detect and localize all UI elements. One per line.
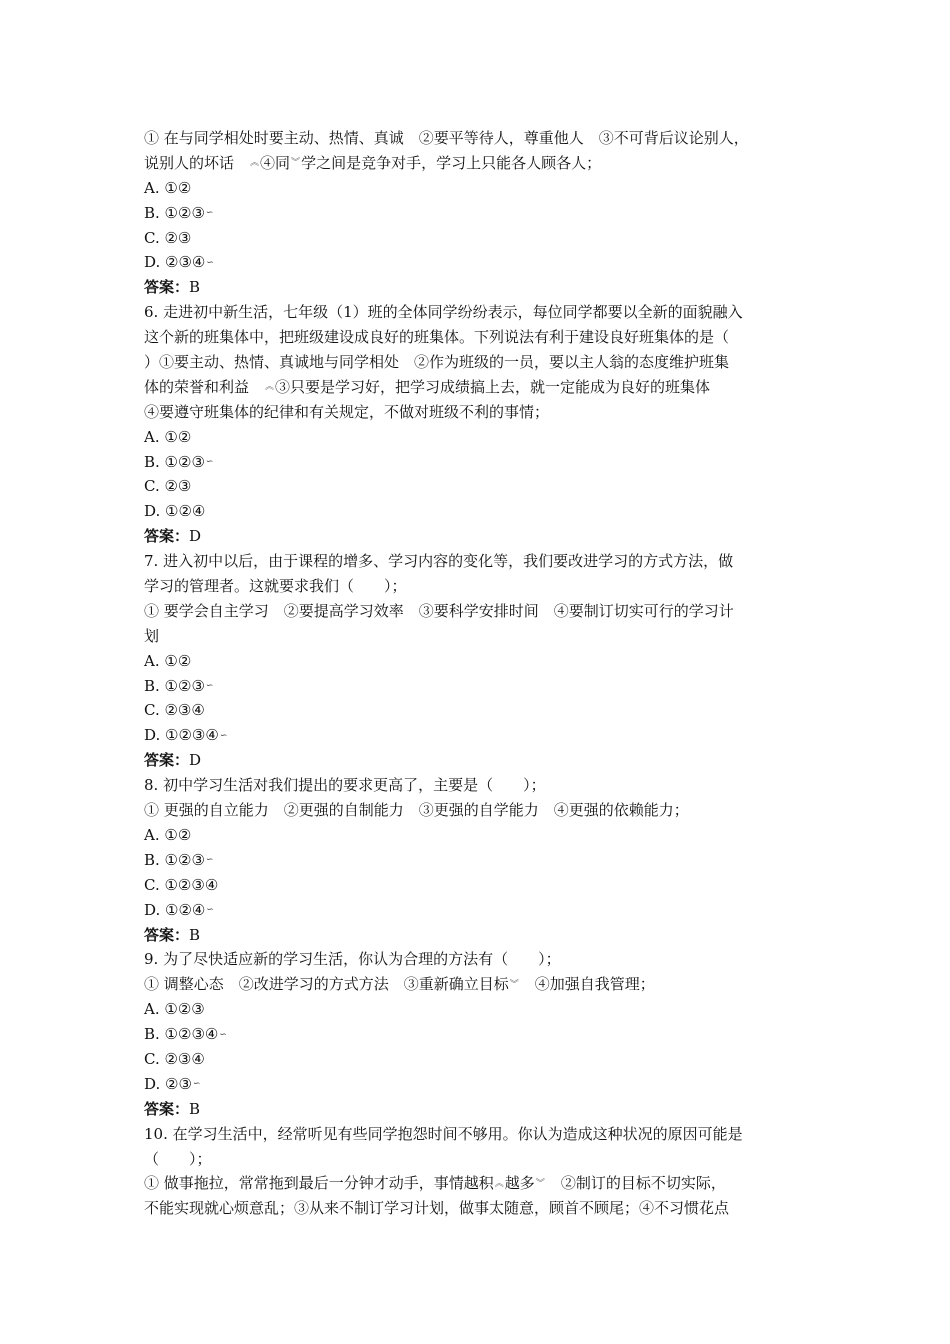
q8-option-d (144, 898, 814, 923)
chevron-down-mark-icon: ︾ (535, 1178, 545, 1189)
swirl-mark-icon: ∽ (219, 1029, 227, 1040)
answer-value: D (189, 751, 202, 770)
swirl-mark-icon: ∽ (192, 1079, 201, 1090)
q7-option-b (144, 674, 814, 699)
q7-option-c: C. ②③④ (144, 701, 205, 720)
answer-label: 答案： (144, 751, 190, 770)
answer-value: D (189, 527, 202, 546)
answer-value: B (189, 278, 201, 297)
answer-label: 答案： (144, 527, 190, 546)
q5-option-c: C. ②③ (144, 228, 192, 247)
q5-stem-text: 学之间是竞争对手，学习上只能各人顾各人； (301, 153, 602, 172)
q6-stem-line-1: 6. 走进初中新生活，七年级（1）班的全体同学纷纷表示，每位同学都要以全新的面貌融入 (144, 303, 743, 322)
q9-option-d (144, 1072, 814, 1097)
q9-option-b-text: B. ①②③④ (144, 1025, 219, 1044)
q9-option-c: C. ②③④ (144, 1049, 205, 1068)
q10-stem-text: 越多 (504, 1174, 535, 1193)
swirl-mark-icon: ∽ (205, 457, 214, 468)
answer-value: B (189, 1099, 201, 1118)
q10-stem-line-1: 10. 在学习生活中，经常听见有些同学抱怨时间不够用。你认为造成这种状况的原因可能是 (144, 1124, 743, 1143)
q8-option-b-text: B. ①②③ (144, 850, 205, 869)
q7-answer (144, 748, 814, 773)
q6-stem-line-2: 这个新的班集体中，把班级建设成良好的班集体。下列说法有利于建设良好班集体的是（ (144, 328, 730, 347)
q9-stem-text: ① 调整心态 ②改进学习的方式方法 ③重新确立目标 (144, 975, 509, 994)
chevron-up-mark-icon: ︽ (250, 158, 260, 169)
q10-stem-text: ②制订的目标不切实际， (545, 1174, 726, 1193)
swirl-mark-icon: ∽ (219, 730, 228, 741)
chevron-up-mark-icon: ︽ (265, 382, 275, 393)
q6-stem-text: 体的荣誉和利益 (144, 377, 265, 396)
q9-answer (144, 1097, 814, 1122)
q6-stem-line-5: ④要遵守班集体的纪律和有关规定，不做对班级不利的事情； (144, 402, 550, 421)
q9-stem-text: ④加强自我管理； (519, 975, 655, 994)
q8-option-c: C. ①②③④ (144, 875, 219, 894)
q5-option-b-text: B. ①②③ (144, 203, 205, 222)
swirl-mark-icon: ∽ (206, 905, 214, 916)
swirl-mark-icon: ∽ (205, 208, 214, 219)
q6-option-b-text: B. ①②③ (144, 452, 205, 471)
q10-stem-line-2: （ ）； (144, 1149, 212, 1168)
q6-answer (144, 524, 814, 549)
q9-stem-line-1: 9. 为了尽快适应新的学习生活，你认为合理的方法有（ ）； (144, 950, 561, 969)
q6-option-a: A. ①② (144, 427, 192, 446)
q7-stem-line-4: 划 (144, 626, 160, 645)
q10-stem-line-4: 不能实现就心烦意乱；③从来不制订学习计划，做事太随意，顾首不顾尾；④不习惯花点 (144, 1199, 730, 1218)
q9-option-b (144, 1022, 814, 1047)
q7-stem-line-2: 学习的管理者。这就要求我们（ ）； (144, 577, 407, 596)
answer-label: 答案： (144, 925, 190, 944)
q5-answer (144, 275, 814, 300)
answer-label: 答案： (144, 278, 190, 297)
swirl-mark-icon: ∽ (205, 855, 214, 866)
q6-option-c: C. ②③ (144, 477, 192, 496)
q5-stem-text: 说别人的坏话 (144, 153, 250, 172)
q8-option-d-text: D. ①②④ (144, 900, 206, 919)
q8-option-b (144, 848, 814, 873)
q8-answer (144, 923, 814, 948)
q6-stem-line-3: ）①要主动、热情、真诚地与同学相处 ②作为班级的一员，要以主人翁的态度维护班集 (144, 353, 730, 372)
q7-option-b-text: B. ①②③ (144, 676, 205, 695)
q9-option-d-text: D. ②③ (144, 1074, 192, 1093)
swirl-mark-icon: ∽ (206, 257, 214, 268)
q6-option-b (144, 450, 814, 475)
q6-stem-text: ③只要是学习好，把学习成绩搞上去，就一定能成为良好的班集体 (275, 377, 711, 396)
chevron-down-mark-icon: ︾ (291, 158, 301, 169)
q8-stem-line-1: 8. 初中学习生活对我们提出的要求更高了，主要是（ ）； (144, 776, 546, 795)
q5-option-d (144, 250, 814, 275)
q8-option-a: A. ①② (144, 825, 192, 844)
chevron-up-mark-icon: ︽ (494, 1178, 504, 1189)
q6-option-d: D. ①②④ (144, 502, 206, 521)
q5-option-a: A. ①② (144, 178, 192, 197)
q5-option-d-text: D. ②③④ (144, 253, 206, 272)
answer-value: B (189, 925, 201, 944)
q5-stem-line-1: ① 在与同学相处时要主动、热情、真诚 ②要平等待人，尊重他人 ③不可背后议论别人， (144, 129, 749, 147)
q10-stem-line-3 (144, 1171, 814, 1196)
q9-option-a: A. ①②③ (144, 1000, 205, 1019)
question-list (144, 126, 814, 1221)
q5-stem-text: ④同 (260, 153, 291, 172)
answer-label: 答案： (144, 1099, 190, 1118)
q7-option-d (144, 723, 814, 748)
q7-stem-line-3: ① 要学会自主学习 ②要提高学习效率 ③要科学安排时间 ④要制订切实可行的学习计 (144, 601, 734, 620)
q7-option-a: A. ①② (144, 651, 192, 670)
chevron-down-mark-icon: ︾ (509, 979, 519, 990)
q10-stem-text: ① 做事拖拉，常常拖到最后一分钟才动手，事情越积 (144, 1174, 494, 1193)
q9-stem-line-2 (144, 972, 814, 997)
q7-stem-line-1: 7. 进入初中以后，由于课程的增多、学习内容的变化等，我们要改进学习的方式方法，做 (144, 552, 734, 571)
q6-stem-line-4 (144, 375, 814, 400)
swirl-mark-icon: ∽ (205, 681, 214, 692)
q7-option-d-text: D. ①②③④ (144, 726, 219, 745)
q8-stem-line-2: ① 更强的自立能力 ②更强的自制能力 ③更强的自学能力 ④更强的依赖能力； (144, 801, 689, 820)
q5-stem-line-2 (144, 151, 814, 176)
q5-option-b (144, 201, 814, 226)
